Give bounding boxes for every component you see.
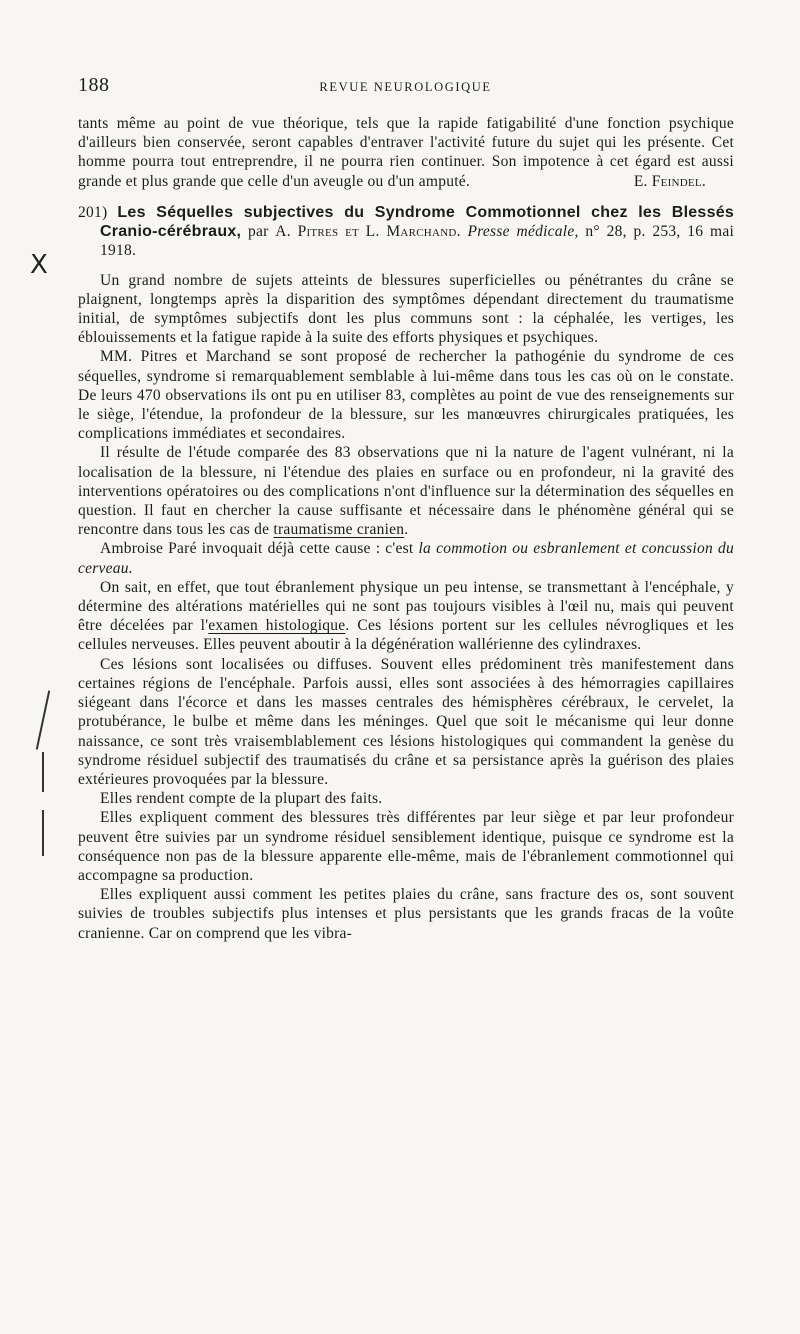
margin-line-mark	[42, 810, 44, 856]
paragraph: Elles rendent compte de la plupart des faits.	[100, 790, 383, 808]
entry-title: Les Séquelles subjectives du Syndrome Commotionnel chez les Blessés Cranio-cérébraux,	[100, 204, 735, 241]
entry-heading	[78, 203, 734, 261]
paragraph: Ces lésions sont localisées ou diffuses. Souvent elles prédominent très manifestement dans certaines régions de l'encéphale. Parfois aussi, elles sont associées à des hémorragies capillaires siégeant dans l'écorce et dans les masses centrales des hémisphères cérébraux, le cervelet, la protubérance, le bulbe et même dans les méninges. Quel que soit le mécanisme qui leur donne naissance, ce sont très vraisemblablement ces lésions histologiques qui commandent la genèse du syndrome résiduel subjectif des traumatisés du crâne et sa persistance après la guérison des plaies extérieures provoquées par la blessure.	[78, 655, 734, 788]
paragraph-text: Ambroise Paré invoquait déjà cette cause : c'est	[100, 540, 419, 558]
entry-number: 201)	[78, 204, 108, 222]
page-number: 188	[78, 74, 110, 96]
underlined-text: traumatisme cranien	[273, 521, 405, 539]
quoted-phrase: la commotion ou esbranlement et concussion du cerveau.	[78, 540, 735, 577]
underlined-text: examen histologique	[208, 617, 346, 635]
entry-journal: Presse médicale,	[467, 223, 579, 241]
paragraph-text: . Ces lésions portent sur les cellules névrogliques et les cellules nerveuses. Elles peuvent aboutir à la dégénération wallérienne des cylindraxes.	[78, 617, 734, 654]
paragraph: MM. Pitres et Marchand se sont proposé de rechercher la pathogénie du syndrome de ces séquelles, syndrome si remarquablement semblable à lui-même dans tous les cas où on le constate. De leurs 470 observations ils ont pu en utiliser 83, complètes au point de vue des renseignements sur le siège, l'étendue, la profondeur de la blessure, sur les manœuvres chirurgicales pratiquées, les complications immédiates et secondaires.	[78, 348, 734, 443]
margin-line-mark	[42, 752, 44, 792]
margin-cross-mark: X	[30, 250, 48, 280]
paragraph	[78, 443, 734, 539]
paragraph-text: .	[404, 521, 409, 539]
paragraph: Un grand nombre de sujets atteints de blessures superficielles ou pénétrantes du crâne se plaignent, longtemps après la disparition des symptômes dépendant directement du traumatisme initial, de symptômes subjectifs dont les plus communs sont : la céphalée, les vertiges, les éblouissements et la fatigue rapide à la suite des efforts physiques et psychiques.	[78, 271, 734, 347]
margin-bracket-mark	[36, 690, 50, 749]
entry-authors: A. Pitres et L. Marchand.	[275, 223, 461, 241]
paragraph: Elles expliquent comment des blessures très différentes par leur siège et par leur profondeur peuvent être suivies par un syndrome résiduel sensiblement identique, puisque ce syndrome est la conséquence non pas de la blessure apparente elle-même, mais de l'ébranlement commotionnel qui accompagne sa production.	[78, 809, 734, 884]
previous-entry-text: tants même au point de vue théorique, tels que la rapide fatigabilité d'une fonction psychique d'ailleurs bien conservée, seront capables d'entraver l'activité future du sujet qui les présente. Cet homme pourra tout entreprendre, il ne pourra rien continuer. Son impotence à cet égard est aussi grande et plus grande que celle d'un aveugle ou d'un amputé.	[78, 115, 734, 190]
entry-citation: n° 28, p. 253, 16 mai 1918.	[100, 223, 735, 260]
running-title: REVUE NEUROLOGIQUE	[319, 80, 492, 94]
paragraph	[78, 539, 734, 577]
reviewer-signature: E. Feindel.	[633, 172, 706, 190]
paragraph: Elles expliquent aussi comment les petites plaies du crâne, sans fracture des os, sont souvent suivies de troubles subjectifs plus intenses et plus persistants que les grands fracas de la voûte cranienne. Car on comprend que les vibra-	[78, 886, 734, 942]
page-header	[78, 74, 733, 100]
article-body	[78, 114, 734, 943]
paragraph-text: Il résulte de l'étude comparée des 83 observations que ni la nature de l'agent vulnérant, ni la localisation de la blessure, ni l'étendue des plaies en surface ou en profondeur, ni la gravité des interventions opératoires ou des complications n'ont d'influence sur la détermination des séquelles en question. Il faut en chercher la cause suffisante et nécessaire dans le phénomène général qui se rencontre dans tous les cas de	[78, 444, 734, 539]
paragraph-text: On sait, en effet, que tout ébranlement physique un peu intense, se transmettant à l'encéphale, y détermine des altérations matérielles qui ne sont pas toujours visibles à l'œil nu, mais qui peuvent être décelées par l'	[78, 578, 734, 635]
paragraph	[78, 578, 734, 655]
entry-by: par	[247, 223, 269, 241]
